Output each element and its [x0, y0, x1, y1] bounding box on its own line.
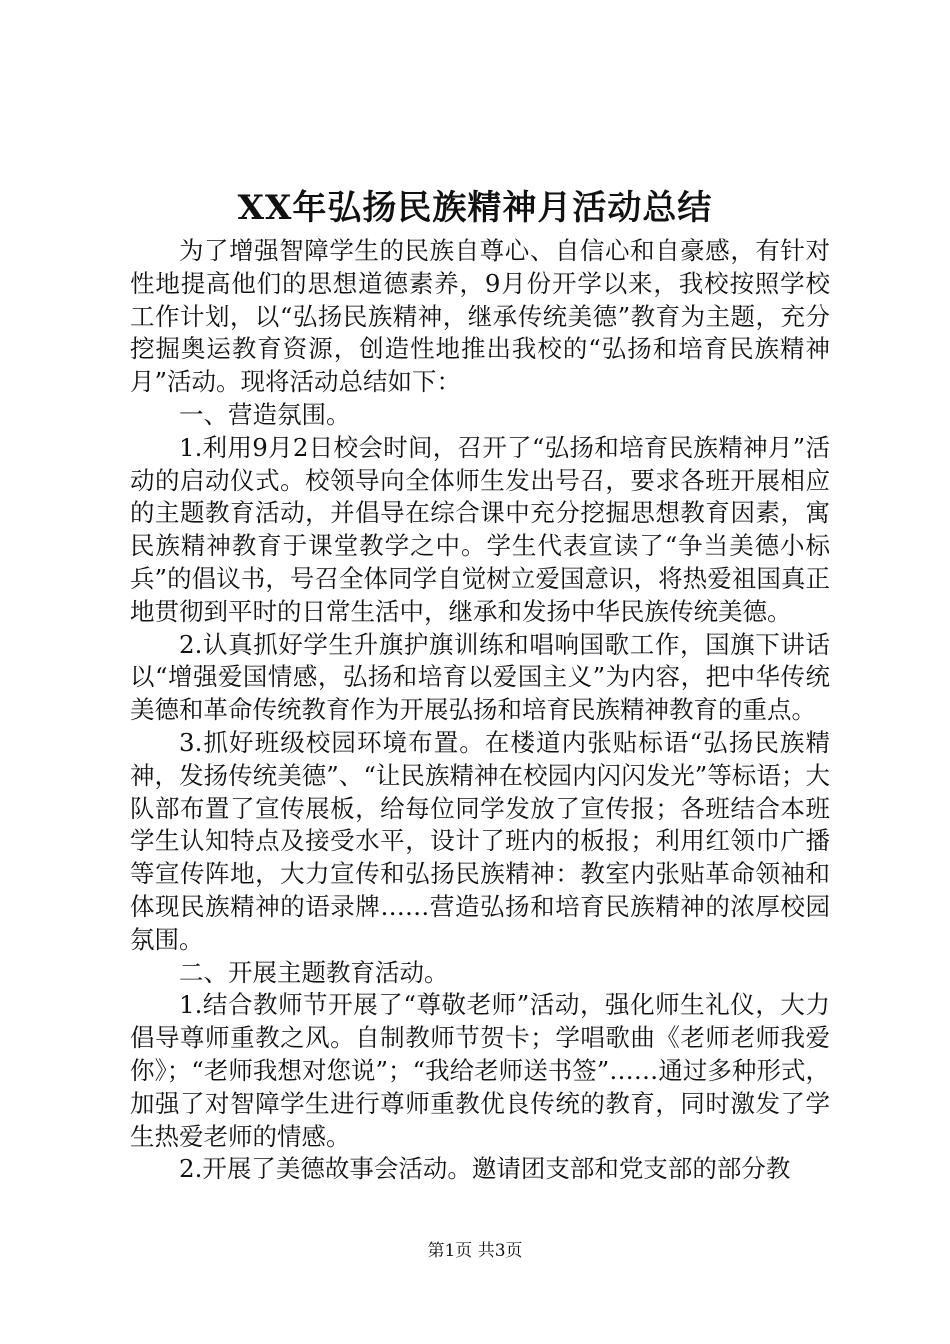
- paragraph-1-1: 1.利用9月2日校会时间，召开了“弘扬和培育民族精神月”活动的启动仪式。校领导向全体师生发出号召，要求各班开展相应的主题教育活动，并倡导在综合课中充分挖掘思想教育因素，寓民族精神教育于课堂教学之中。学生代表宣读了“争当美德小标兵”的倡议书，号召全体同学自觉树立爱国意识，将热爱祖国真正地贯彻到平时的日常生活中，继承和发扬中华民族传统美德。: [130, 432, 830, 626]
- paragraph-2-1: 1.结合教师节开展了“尊敬老师”活动，强化师生礼仪，大力倡导尊师重教之风。自制教师节贺卡；学唱歌曲《老师老师我爱你》；“老师我想对您说”；“我给老师送书签”……通过多种形式，加强了对智障学生进行尊师重教优良传统的教育，同时激发了学生热爱老师的情感。: [130, 990, 830, 1151]
- document-title: XX年弘扬民族精神月活动总结: [237, 188, 713, 228]
- paragraph-1-2: 2.认真抓好学生升旗护旗训练和唱响国歌工作，国旗下讲话以“增强爱国情感，弘扬和培育以爱国主义”为内容，把中华传统美德和革命传统教育作为开展弘扬和培育民族精神教育的重点。: [130, 629, 830, 725]
- paragraph-2-2: 2.开展了美德故事会活动。邀请团支部和党支部的部分教: [179, 1154, 791, 1184]
- paragraph-intro: 为了增强智障学生的民族自尊心、自信心和自豪感，有针对性地提高他们的思想道德素养，9月份开学以来，我校按照学校工作计划，以“弘扬民族精神，继承传统美德”教育为主题，充分挖掘奥运教育资源，创造性地推出我校的“弘扬和培育民族精神月”活动。现将活动总结如下：: [130, 236, 830, 397]
- section-heading-2: 二、开展主题教育活动。: [179, 957, 449, 987]
- document-body: [130, 235, 830, 1186]
- section-heading-1: 一、营造氛围。: [179, 399, 351, 429]
- paragraph-1-3: 3.抓好班级校园环境布置。在楼道内张贴标语“弘扬民族精神，发扬传统美德”、“让民族精神在校园内闪闪发光”等标语；大队部布置了宣传展板，给每位同学发放了宣传报；各班结合本班学生认知特点及接受水平，设计了班内的板报；利用红领巾广播等宣传阵地，大力宣传和弘扬民族精神：教室内张贴革命领袖和体现民族精神的语录牌……营造弘扬和培育民族精神的浓厚校园氛围。: [130, 727, 830, 954]
- page-number-footer: 第1页 共3页: [427, 1241, 523, 1261]
